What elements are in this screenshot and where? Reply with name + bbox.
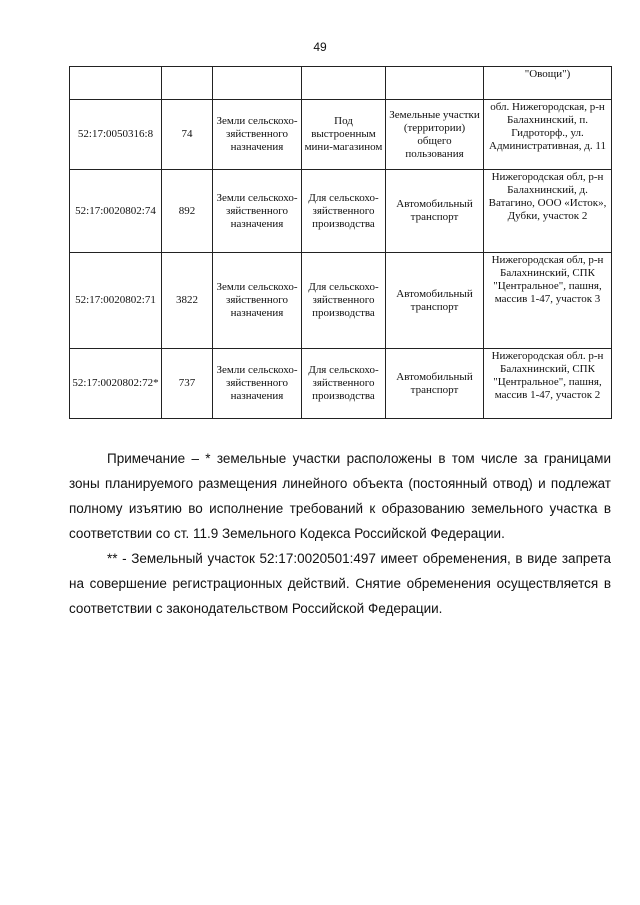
permitted-use-cell: Для сельскохо-зяйственного производства xyxy=(302,170,386,253)
table-row xyxy=(70,100,612,170)
land-category-cell xyxy=(213,67,302,100)
land-category-cell: Земли сельскохо-зяйственного назначения xyxy=(213,100,302,170)
table-row xyxy=(70,67,612,100)
area-cell: 737 xyxy=(162,349,213,419)
permitted-use-cell: Под выстроенным мини-магазином xyxy=(302,100,386,170)
address-cell: обл. Нижегородская, р-н Балахнинский, п. Гидроторф., ул. Административная, д. 11 xyxy=(484,100,612,170)
cadastral-number-cell: 52:17:0050316:8 xyxy=(70,100,162,170)
area-cell: 74 xyxy=(162,100,213,170)
address-cell: "Овощи") xyxy=(484,67,612,100)
cadastral-number-cell xyxy=(70,67,162,100)
address-cell: Нижегородская обл, р-н Балахнинский, СПК "Центральное", пашня, массив 1-47, участок 3 xyxy=(484,253,612,349)
land-parcels-table xyxy=(69,66,612,419)
permitted-use-cell: Для сельскохо-зяйственного производства xyxy=(302,253,386,349)
land-category-cell: Земли сельскохо-зяйственного назначения xyxy=(213,349,302,419)
cadastral-number-cell: 52:17:0020802:71 xyxy=(70,253,162,349)
cadastral-number-cell: 52:17:0020802:74 xyxy=(70,170,162,253)
cadastral-number-cell: 52:17:0020802:72* xyxy=(70,349,162,419)
use-kind-cell: Автомобильный транспорт xyxy=(386,170,484,253)
permitted-use-cell xyxy=(302,67,386,100)
address-cell: Нижегородская обл. р-н Балахнинский, СПК "Центральное", пашня, массив 1-47, участок 2 xyxy=(484,349,612,419)
page-number: 49 xyxy=(313,40,327,54)
table-row xyxy=(70,349,612,419)
area-cell: 3822 xyxy=(162,253,213,349)
table-row xyxy=(70,253,612,349)
area-cell: 892 xyxy=(162,170,213,253)
table-row xyxy=(70,170,612,253)
land-category-cell: Земли сельскохо-зяйственного назначения xyxy=(213,170,302,253)
note-paragraph: Примечание – * земельные участки расположены в том числе за границами зоны планируемого размещения линейного объекта (постоянный отвод) и подлежат полному изъятию во исполнение требований к образованию земельного участка в соответствии со ст. 11.9 Земельного Кодекса Российской Федерации. xyxy=(69,451,611,541)
address-cell: Нижегородская обл, р-н Балахнинский, д. Ватагино, ООО «Исток», Дубки, участок 2 xyxy=(484,170,612,253)
permitted-use-cell: Для сельскохо-зяйственного производства xyxy=(302,349,386,419)
area-cell xyxy=(162,67,213,100)
use-kind-cell: Автомобильный транспорт xyxy=(386,253,484,349)
notes-section xyxy=(69,446,611,621)
land-category-cell: Земли сельскохо-зяйственного назначения xyxy=(213,253,302,349)
use-kind-cell: Земельные участки (территории) общего пользования xyxy=(386,100,484,170)
note-paragraph: ** - Земельный участок 52:17:0020501:497 имеет обременения, в виде запрета на совершение регистрационных действий. Снятие обременения осуществляется в соответствии с законодательством Российской Федерации. xyxy=(69,551,611,616)
use-kind-cell: Автомобильный транспорт xyxy=(386,349,484,419)
use-kind-cell xyxy=(386,67,484,100)
